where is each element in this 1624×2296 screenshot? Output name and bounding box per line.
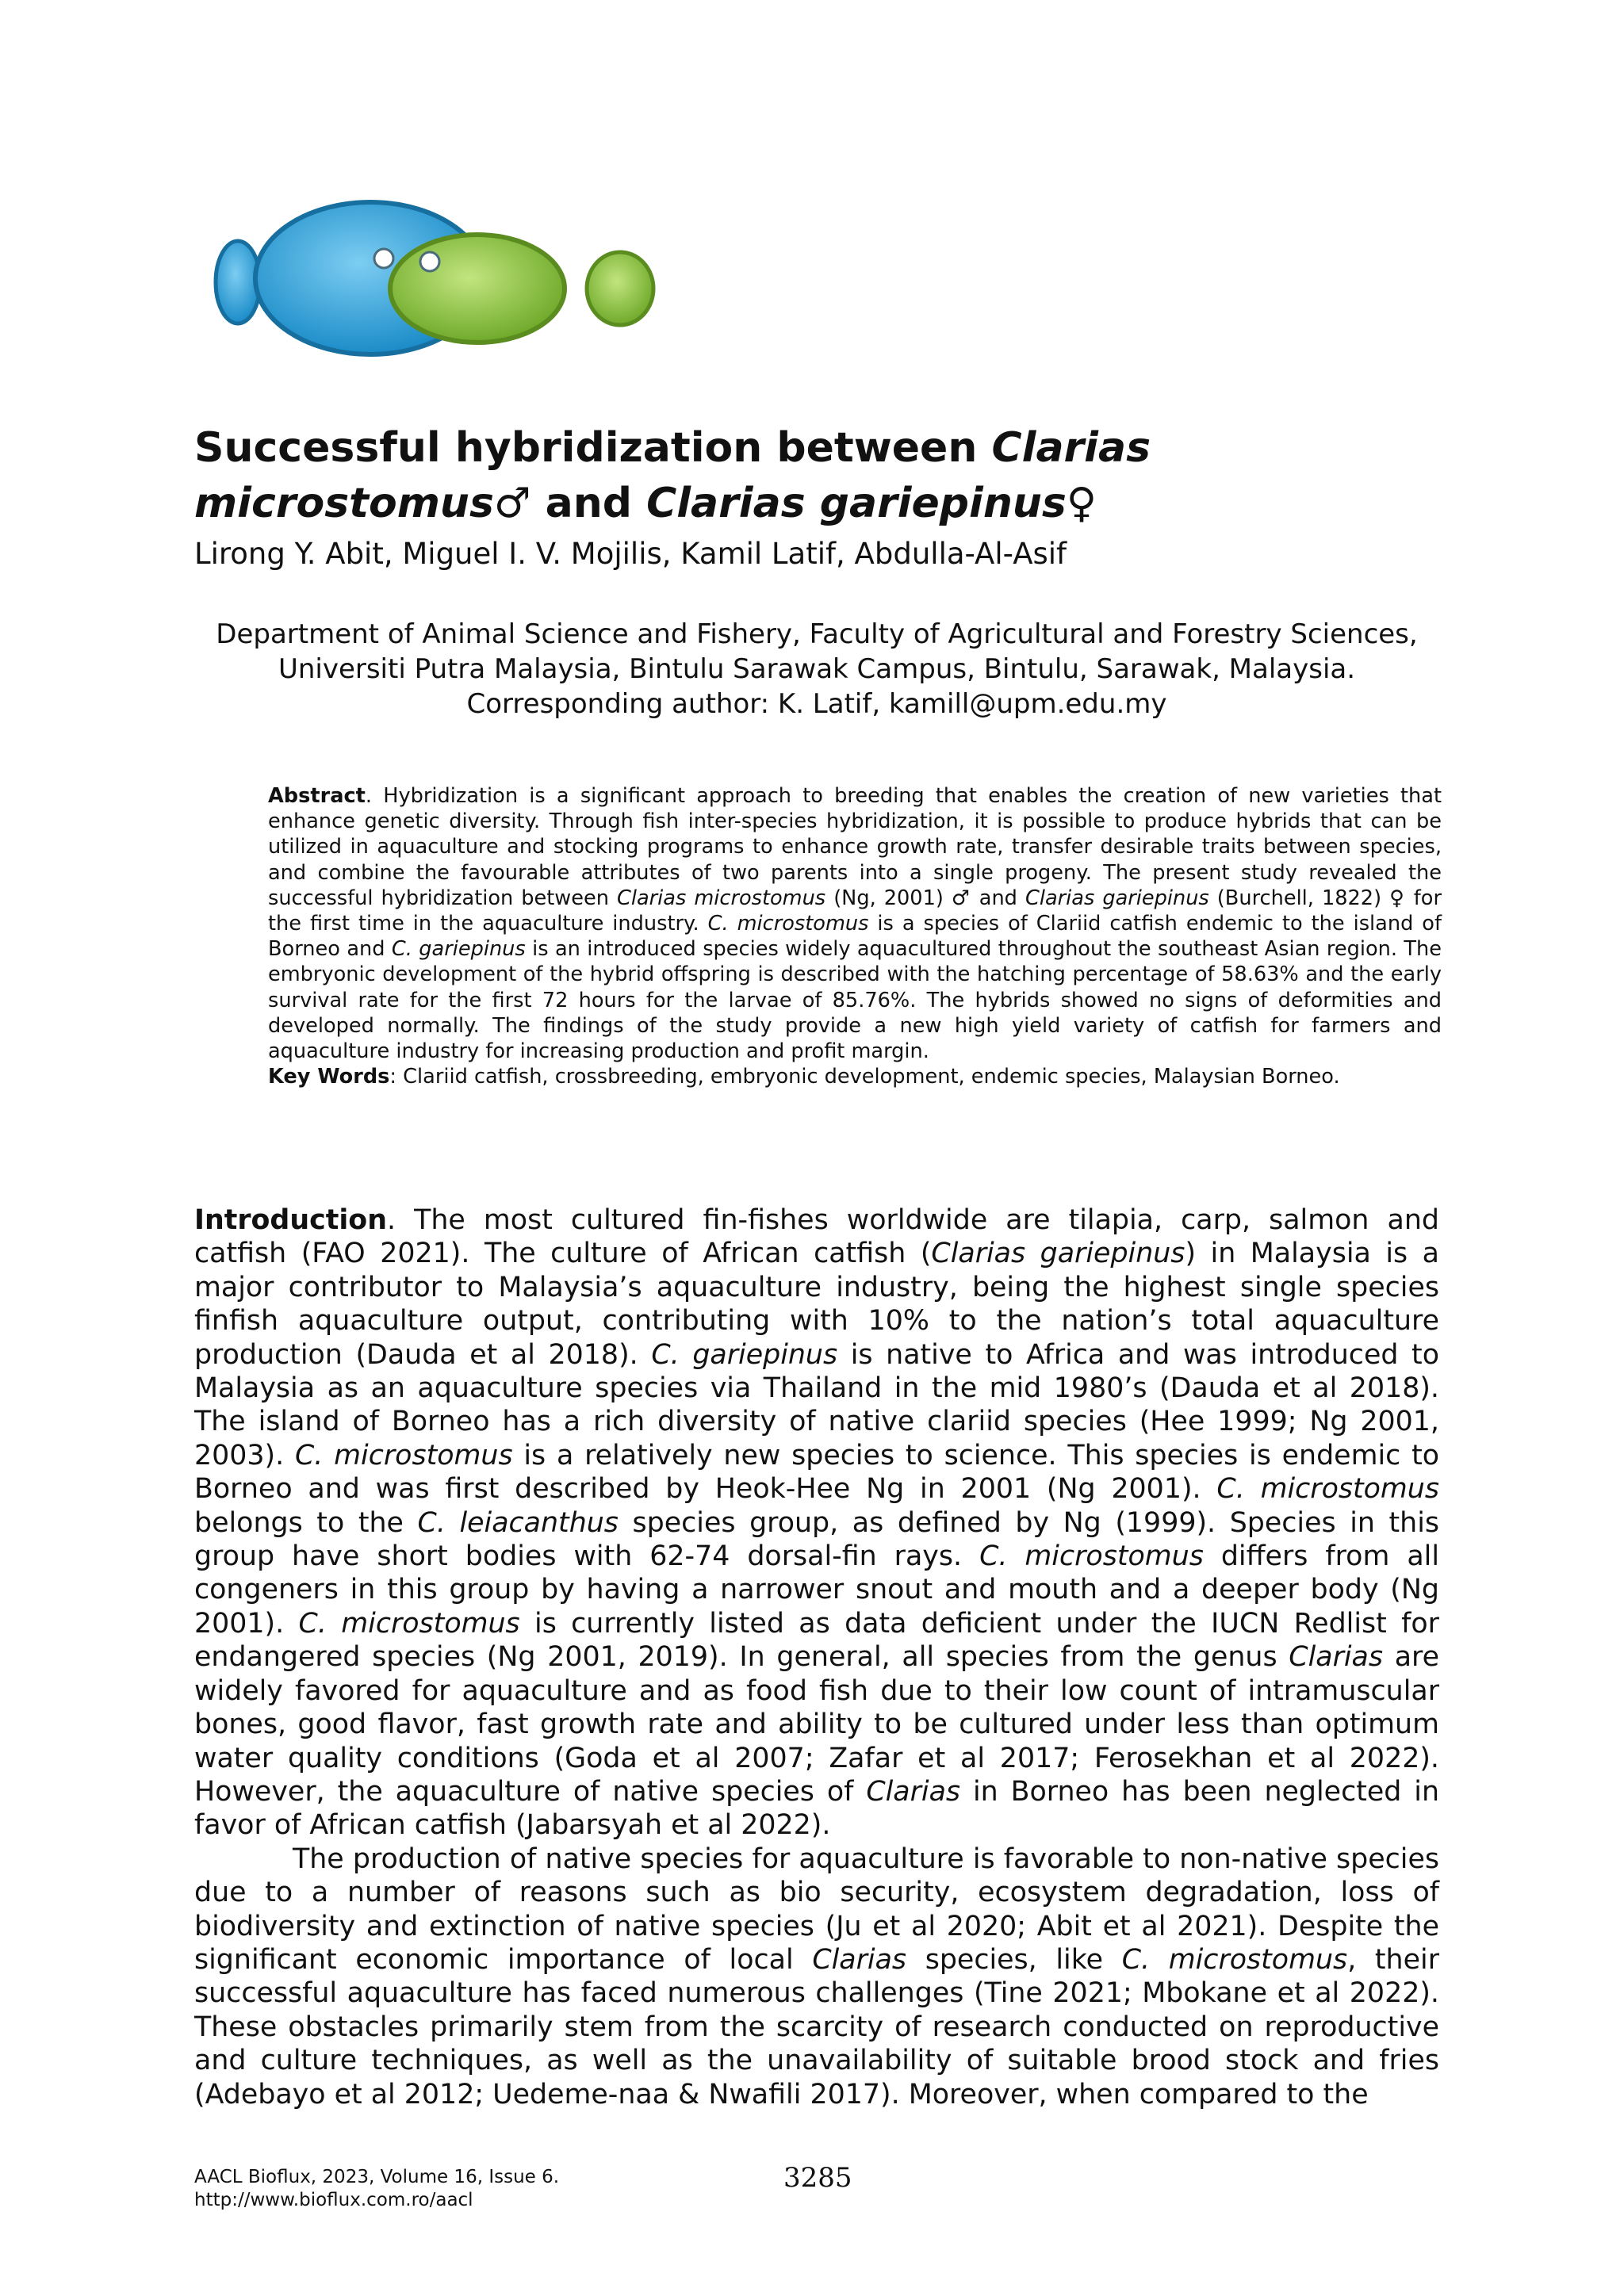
body-span: differs from all congeners in this group by having a narrower snout and mouth and a deeper body (Ng 2001).: [194, 1540, 1439, 1640]
title-species-2: Clarias gariepinus: [646, 480, 1067, 527]
journal-url[interactable]: http://www.bioflux.com.ro/aacl: [194, 2190, 473, 2210]
species-name: C. microstomus: [298, 1607, 520, 1640]
abstract-label: Abstract: [268, 784, 366, 808]
species-name: Clarias microstomus: [616, 886, 826, 910]
species-name: Clarias gariepinus: [1025, 886, 1209, 910]
body-span: belongs to the: [194, 1506, 418, 1539]
abstract-text: [268, 783, 1442, 1064]
male-symbol: ♂: [493, 480, 531, 527]
page-number: 3285: [783, 2162, 852, 2194]
abstract-span: . Hybridization is a significant approach to breeding that enables the creation of new varieties that enhance genetic diversity. Through fish inter-species hybridization, it is possible to produce hybrids that can be utilized in aquaculture and stocking programs to enhance growth rate, transfer desirable traits between species, and combine the favourable attributes of two parents into a single progeny. The present study revealed the successful hybridization between: [268, 784, 1442, 910]
paper-title: [194, 420, 1463, 531]
journal-logo: [200, 195, 668, 366]
title-text-1: Successful hybridization between: [194, 424, 992, 472]
species-name: C. gariepinus: [651, 1338, 838, 1371]
body-span: species, like: [906, 1943, 1122, 1976]
abstract-block: [268, 783, 1442, 1089]
journal-citation: AACL Bioflux, 2023, Volume 16, Issue 6.: [194, 2167, 560, 2187]
corresponding-author: Corresponding author: K. Latif, kamill@upm.edu.my: [466, 688, 1167, 720]
author-list: Lirong Y. Abit, Miguel I. V. Mojilis, Kamil Latif, Abdulla-Al-Asif: [194, 537, 1067, 571]
female-symbol: ♀: [1066, 480, 1097, 527]
abstract-span: (Burchell, 1822) ♀ for the first time in the aquaculture industry.: [268, 886, 1442, 936]
affiliation-line-1: Department of Animal Science and Fishery, Faculty of Agricultural and Forestry Sciences,: [216, 618, 1418, 650]
genus-name: Clarias: [1289, 1641, 1384, 1674]
body-span: is currently listed as data deficient under the IUCN Redlist for endangered species (Ng 2001, 2019). In general, all species from the genus: [194, 1607, 1439, 1674]
fish-bubbles-logo-icon: [200, 195, 668, 366]
body-span: is native to Africa and was introduced to Malaysia as an aquaculture species via Thailand in the mid 1980’s (Dauda et al 2018). The island of Borneo has a rich diversity of native clariid species (Hee 1999; Ng 2001, 2003).: [194, 1338, 1439, 1471]
affiliation: [159, 617, 1475, 721]
species-name: C. microstomus: [295, 1439, 513, 1471]
body-span: in Borneo has been neglected in favor of African catfish (Jabarsyah et al 2022).: [194, 1775, 1440, 1842]
species-name: C. gariepinus: [391, 937, 526, 962]
intro-paragraph-1: [194, 1203, 1439, 1843]
species-name: C. leiacanthus: [417, 1506, 619, 1539]
abstract-span: (Ng, 2001) ♂ and: [825, 886, 1025, 910]
section-heading: Introduction: [194, 1204, 387, 1236]
genus-name: Clarias: [812, 1943, 907, 1976]
species-name: C. microstomus: [1121, 1943, 1348, 1976]
genus-name: Clarias: [866, 1775, 961, 1808]
body-span: . The most cultured fin-fishes worldwide are tilapia, carp, salmon and catfish (FAO 2021). The culture of African catfish (: [194, 1204, 1439, 1270]
species-name: C. microstomus: [707, 912, 869, 936]
body-span: is a relatively new species to science. This species is endemic to Borneo and was first described by Heok-Hee Ng in 2001 (Ng 2001).: [194, 1439, 1440, 1506]
body-span: ) in Malaysia is a major contributor to Malaysia’s aquaculture industry, being the highest single species finfish aquaculture output, contributing with 10% to the nation’s total aquaculture production (Dauda et al 2018).: [194, 1238, 1440, 1371]
footer-journal-info: [194, 2166, 559, 2212]
body-span: are widely favored for aquaculture and as food fish due to their low count of intramuscular bones, good flavor, fast growth rate and ability to be cultured under less than optimum water quality conditions (Goda et al 2007; Zafar et al 2017; Ferosekhan et al 2022). However, the aquaculture of native species of: [194, 1641, 1439, 1808]
affiliation-line-2: Universiti Putra Malaysia, Bintulu Sarawak Campus, Bintulu, Sarawak, Malaysia.: [278, 653, 1356, 685]
keywords-label: Key Words: [268, 1065, 390, 1089]
species-name: C. microstomus: [1216, 1473, 1439, 1506]
title-text-2: and: [530, 480, 647, 527]
title-species-1: Clarias microstomus: [194, 424, 1151, 527]
species-name: Clarias gariepinus: [931, 1238, 1185, 1270]
body-span: species group, as defined by Ng (1999). Species in this group have short bodies with 62-74 dorsal-fin rays.: [194, 1506, 1440, 1573]
intro-paragraph-2: [194, 1843, 1439, 2111]
abstract-span: is a species of Clariid catfish endemic to the island of Borneo and: [268, 912, 1442, 962]
introduction-section: [194, 1203, 1439, 2111]
body-span: , their successful aquaculture has faced numerous challenges (Tine 2021; Mbokane et al 2022). These obstacles primarily stem from the scarcity of research conducted on reproductive and culture techniques, as well as the unavailability of suitable brood stock and fries (Adebayo et al 2012; Uedeme-naa & Nwafili 2017). Moreover, when compared to the: [194, 1943, 1439, 2110]
keywords-text: : Clariid catfish, crossbreeding, embryonic development, endemic species, Malaysian Borneo.: [389, 1065, 1340, 1089]
abstract-span: is an introduced species widely aquacultured throughout the southeast Asian region. The embryonic development of the hybrid offspring is described with the hatching percentage of 58.63% and the early survival rate for the first 72 hours for the larvae of 85.76%. The hybrids showed no signs of deformities and developed normally. The findings of the study provide a new high yield variety of catfish for farmers and aquaculture industry for increasing production and profit margin.: [268, 937, 1442, 1064]
species-name: C. microstomus: [979, 1540, 1204, 1573]
keywords: [268, 1064, 1442, 1089]
body-span: The production of native species for aquaculture is favorable to non-native species due to a number of reasons such as bio security, ecosystem degradation, loss of biodiversity and extinction of native species (Ju et al 2020; Abit et al 2021). Despite the significant economic importance of local: [194, 1843, 1439, 1976]
